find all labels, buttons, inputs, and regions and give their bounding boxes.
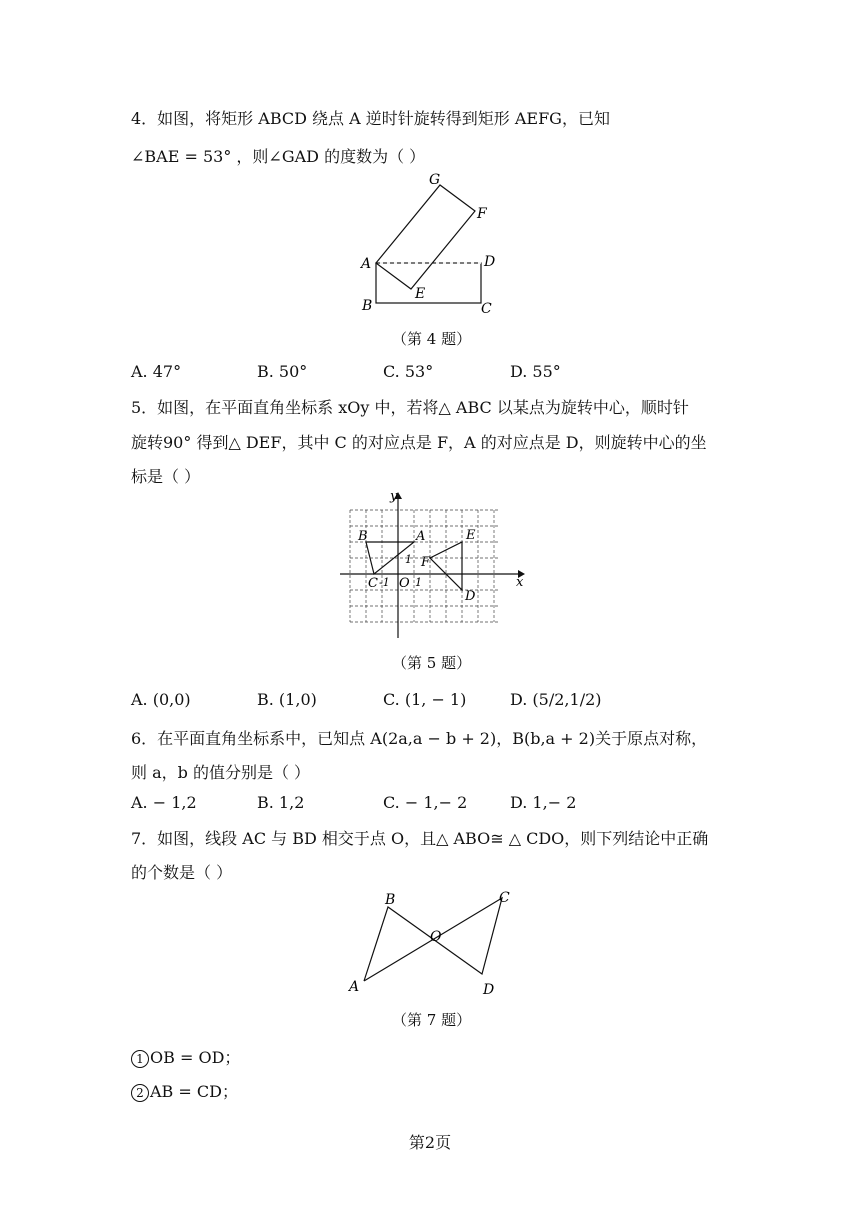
q4-text-line1: 4．如图，将矩形 ABCD 绕点 A 逆时针旋转得到矩形 AEFG，已知 [131, 109, 610, 128]
q7-item-1-text: OB = OD； [150, 1048, 241, 1067]
q5-label-D: D [465, 589, 476, 604]
q7-text-line2: 的个数是（ ） [131, 863, 233, 882]
q4-label-B: B [362, 298, 373, 314]
q5-label-x: x [516, 575, 524, 590]
q4-caption: （第 4 题） [392, 330, 472, 348]
q7-item-2-number: 2 [131, 1084, 149, 1102]
q6-option-c[interactable]: C. − 1,− 2 [383, 793, 468, 812]
q6-text-line2: 则 a，b 的值分别是（ ） [131, 763, 311, 782]
q5-option-c[interactable]: C. (1, − 1) [383, 690, 467, 709]
q4-option-a[interactable]: A. 47° [131, 362, 182, 381]
q7-text-line1: 7．如图，线段 AC 与 BD 相交于点 O，且△ ABO≅ △ CDO，则下列结论中正确 [131, 829, 709, 848]
q7-item-1-number: 1 [131, 1050, 149, 1068]
q7-label-A: A [349, 979, 360, 995]
q6-option-d[interactable]: D. 1,− 2 [510, 793, 577, 812]
q4-label-G: G [429, 172, 441, 188]
q5-label-F: F [421, 555, 431, 570]
page-number: 第2页 [408, 1133, 452, 1152]
q4-option-d[interactable]: D. 55° [510, 362, 561, 381]
q7-label-B: B [385, 892, 396, 908]
q4-figure [355, 168, 515, 318]
q5-tick-neg1-x: -1 [379, 576, 390, 589]
q5-tick-1-x: 1 [415, 576, 422, 589]
q5-option-a[interactable]: A. (0,0) [131, 690, 191, 709]
q5-text-line1: 5．如图，在平面直角坐标系 xOy 中，若将△ ABC 以某点为旋转中心，顺时针 [131, 398, 689, 417]
q5-text-line3: 标是（ ） [131, 467, 201, 486]
q4-label-A: A [361, 256, 372, 272]
q7-label-C: C [499, 890, 510, 906]
q7-item-2 [131, 1079, 238, 1102]
q5-label-O: O [399, 576, 410, 591]
q7-figure [340, 884, 520, 999]
q7-item-2-text: AB = CD； [150, 1082, 238, 1101]
q6-option-a[interactable]: A. − 1,2 [131, 793, 197, 812]
q4-label-E: E [415, 286, 426, 302]
q7-caption: （第 7 题） [392, 1011, 472, 1029]
q4-option-c[interactable]: C. 53° [383, 362, 434, 381]
q7-item-1 [131, 1045, 240, 1068]
q4-label-F: F [477, 206, 487, 222]
q7-label-D: D [483, 982, 495, 998]
q5-caption: （第 5 题） [392, 654, 472, 672]
q5-label-C: C [368, 576, 378, 591]
q5-label-E: E [466, 528, 476, 543]
q5-option-b[interactable]: B. (1,0) [257, 690, 317, 709]
q5-label-y: y [390, 490, 398, 504]
q4-text-line2: ∠BAE = 53° ，则∠GAD 的度数为（ ） [131, 147, 426, 166]
q4-label-C: C [481, 301, 492, 317]
q4-label-D: D [484, 254, 496, 270]
q6-text-line1: 6．在平面直角坐标系中，已知点 A(2a,a − b + 2)，B(b,a + 2)关于原点对称， [131, 729, 708, 748]
q5-text-line2: 旋转90° 得到△ DEF，其中 C 的对应点是 F，A 的对应点是 D，则旋转中心的坐 [131, 433, 707, 452]
q5-option-d[interactable]: D. (5/2,1/2) [510, 690, 602, 709]
q7-label-O: O [430, 929, 442, 945]
q5-tick-1-y: 1 [405, 553, 412, 566]
q5-label-B: B [358, 529, 368, 544]
q5-coordinate-figure [335, 490, 530, 645]
q4-option-b[interactable]: B. 50° [257, 362, 308, 381]
q5-label-A: A [416, 529, 426, 544]
q6-option-b[interactable]: B. 1,2 [257, 793, 305, 812]
